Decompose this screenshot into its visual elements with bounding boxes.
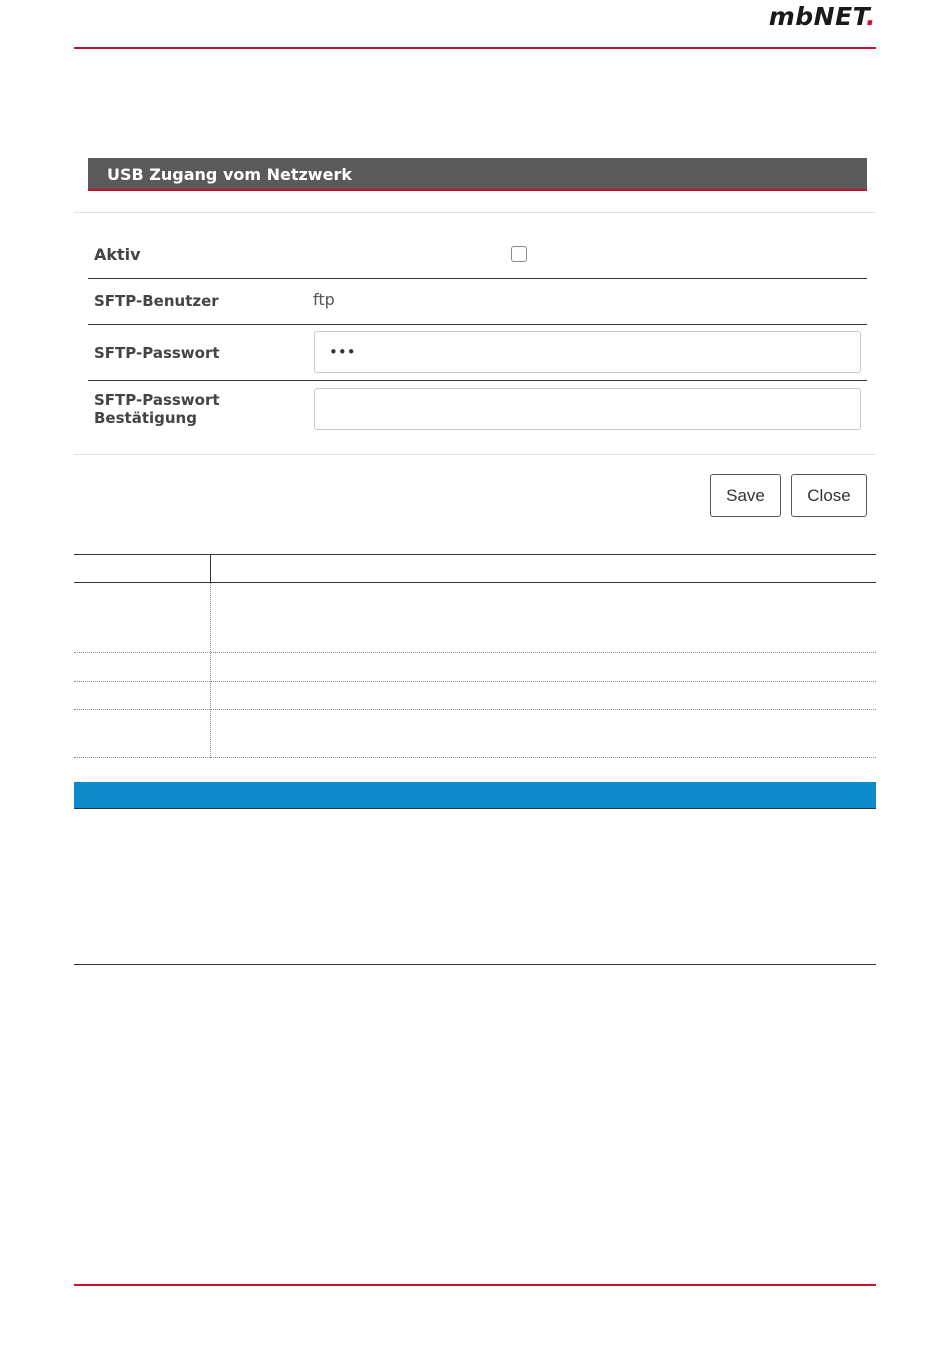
header-divider [74, 47, 876, 49]
aktiv-label: Aktiv [94, 245, 141, 264]
dialog-footer-divider [74, 454, 876, 455]
sftp-password-confirm-label-line2: Bestätigung [94, 409, 197, 427]
info-box-top-border [74, 808, 876, 809]
sftp-user-value: ftp [313, 290, 335, 309]
form-divider [88, 324, 867, 325]
table-top-border [74, 554, 876, 555]
sftp-password-confirm-label-line1: SFTP-Passwort [94, 391, 220, 409]
form-divider [88, 278, 867, 279]
table-row [74, 709, 876, 710]
sftp-password-input[interactable] [314, 331, 861, 373]
sftp-password-confirm-input[interactable] [314, 388, 861, 430]
table-row [74, 681, 876, 682]
footer-divider [74, 1284, 876, 1286]
table-column-divider [210, 583, 211, 758]
sftp-password-confirm-label [94, 391, 220, 427]
info-box-bottom-border [74, 964, 876, 965]
sftp-user-label: SFTP-Benutzer [94, 292, 219, 310]
info-box-header [74, 782, 876, 808]
table-header-border [74, 582, 876, 583]
dialog-title: USB Zugang vom Netzwerk [88, 158, 867, 191]
table-column-divider [210, 554, 211, 582]
table-row [74, 652, 876, 653]
table-bottom-border [74, 757, 876, 758]
save-button[interactable]: Save [710, 474, 781, 517]
dialog-header-divider [74, 212, 876, 213]
aktiv-checkbox[interactable] [511, 246, 527, 262]
close-button[interactable]: Close [791, 474, 867, 517]
mbnet-logo: mbNET. [768, 2, 876, 31]
sftp-password-label: SFTP-Passwort [94, 344, 220, 362]
form-divider [88, 380, 867, 381]
